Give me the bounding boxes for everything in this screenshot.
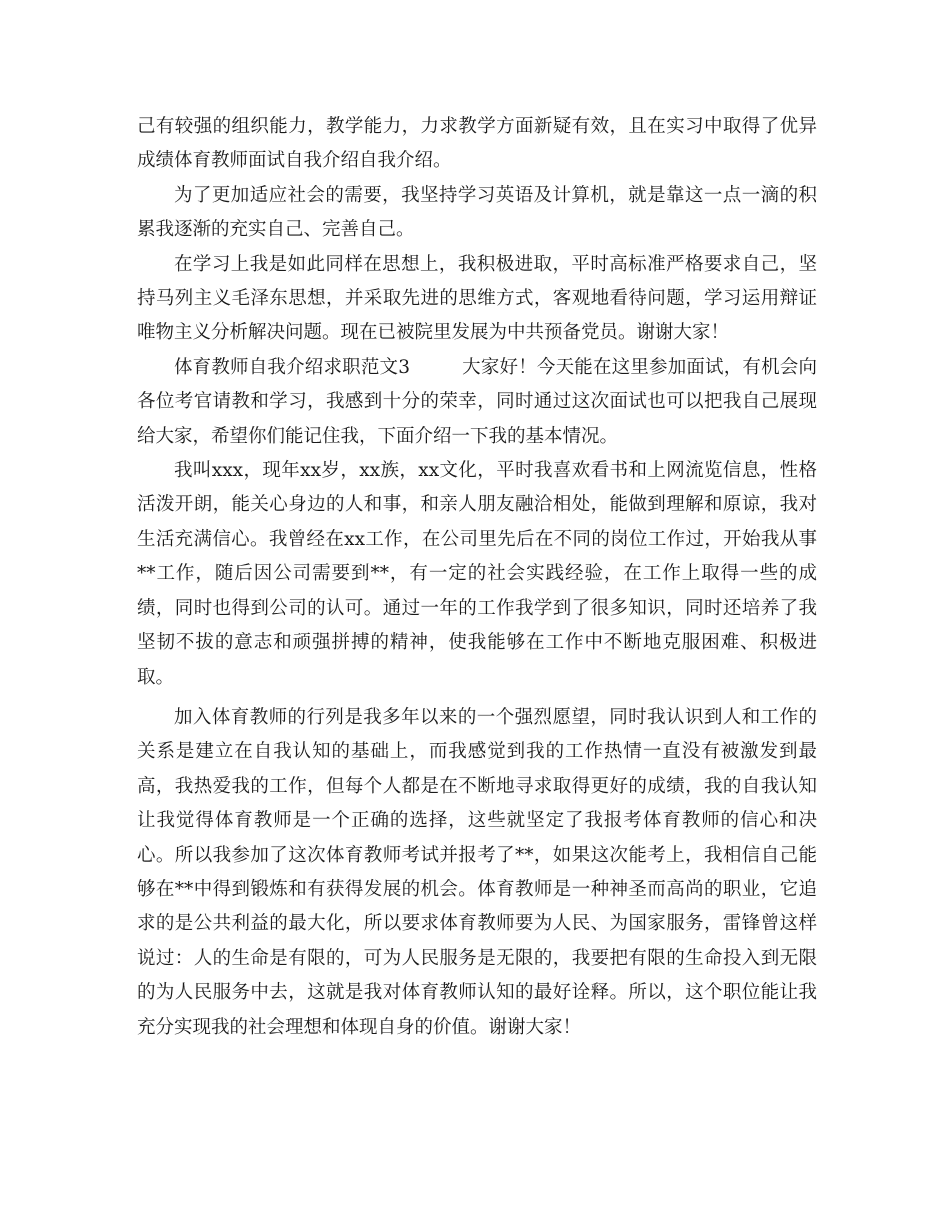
paragraph-2: 为了更加适应社会的需要，我坚持学习英语及计算机，就是靠这一点一滴的积累我逐渐的充实自己、完善自己。 (137, 184, 817, 241)
paragraph-4 (137, 351, 817, 454)
paragraph-3: 在学习上我是如此同样在思想上，我积极进取，平时高标准严格要求自己，坚持马列主义毛泽东思想，并采取先进的思维方式，客观地看待问题，学习运用辩证唯物主义分析解决问题。现在已被院里发展为中共预备党员。谢谢大家！ (137, 253, 817, 344)
paragraph-6: 加入体育教师的行列是我多年以来的一个强烈愿望，同时我认识到人和工作的关系是建立在自我认知的基础上，而我感觉到我的工作热情一直没有被激发到最高，我热爱我的工作，但每个人都是在不断地寻求取得更好的成绩，我的自我认知让我觉得体育教师是一个正确的选择，这些就坚定了我报考体育教师的信心和决心。所以我参加了这次体育教师考试并报考了**，如果这次能考上，我相信自己能够在**中得到锻炼和有获得发展的机会。体育教师是一种神圣而高尚的职业，它追求的是公共利益的最大化，所以要求体育教师要为人民、为国家服务，雷锋曾这样说过：人的生命是有限的，可为人民服务是无限的，我要把有限的生命投入到无限的为人民服务中去，这就是我对体育教师认知的最好诠释。所以，这个职位能让我充分实现我的社会理想和体现自身的价值。谢谢大家！ (137, 706, 817, 1038)
document-body (137, 110, 817, 1045)
paragraph-1: 己有较强的组织能力，教学能力，力求教学方面新疑有效，且在实习中取得了优异成绩体育教师面试自我介绍自我介绍。 (137, 116, 817, 172)
paragraph-5: 我叫xxx，现年xx岁，xx族，xx文化，平时我喜欢看书和上网流览信息，性格活泼开朗，能关心身边的人和事，和亲人朋友融洽相处，能做到理解和原谅，我对生活充满信心。我曾经在xx工作，在公司里先后在不同的岗位工作过，开始我从事**工作，随后因公司需要到**，有一定的社会实践经验，在工作上取得一些的成绩，同时也得到公司的认可。通过一年的工作我学到了很多知识，同时还培养了我坚韧不拔的意志和顽强拼搏的精神，使我能够在工作中不断地克服困难、积极进取。 (137, 460, 817, 688)
paragraph-4-text: 大家好！今天能在这里参加面试，有机会向各位考官请教和学习，我感到十分的荣幸，同时通过这次面试也可以把我自己展现给大家，希望你们能记住我，下面介绍一下我的基本情况。 (137, 356, 817, 447)
section-heading: 体育教师自我介绍求职范文3 (174, 356, 410, 378)
